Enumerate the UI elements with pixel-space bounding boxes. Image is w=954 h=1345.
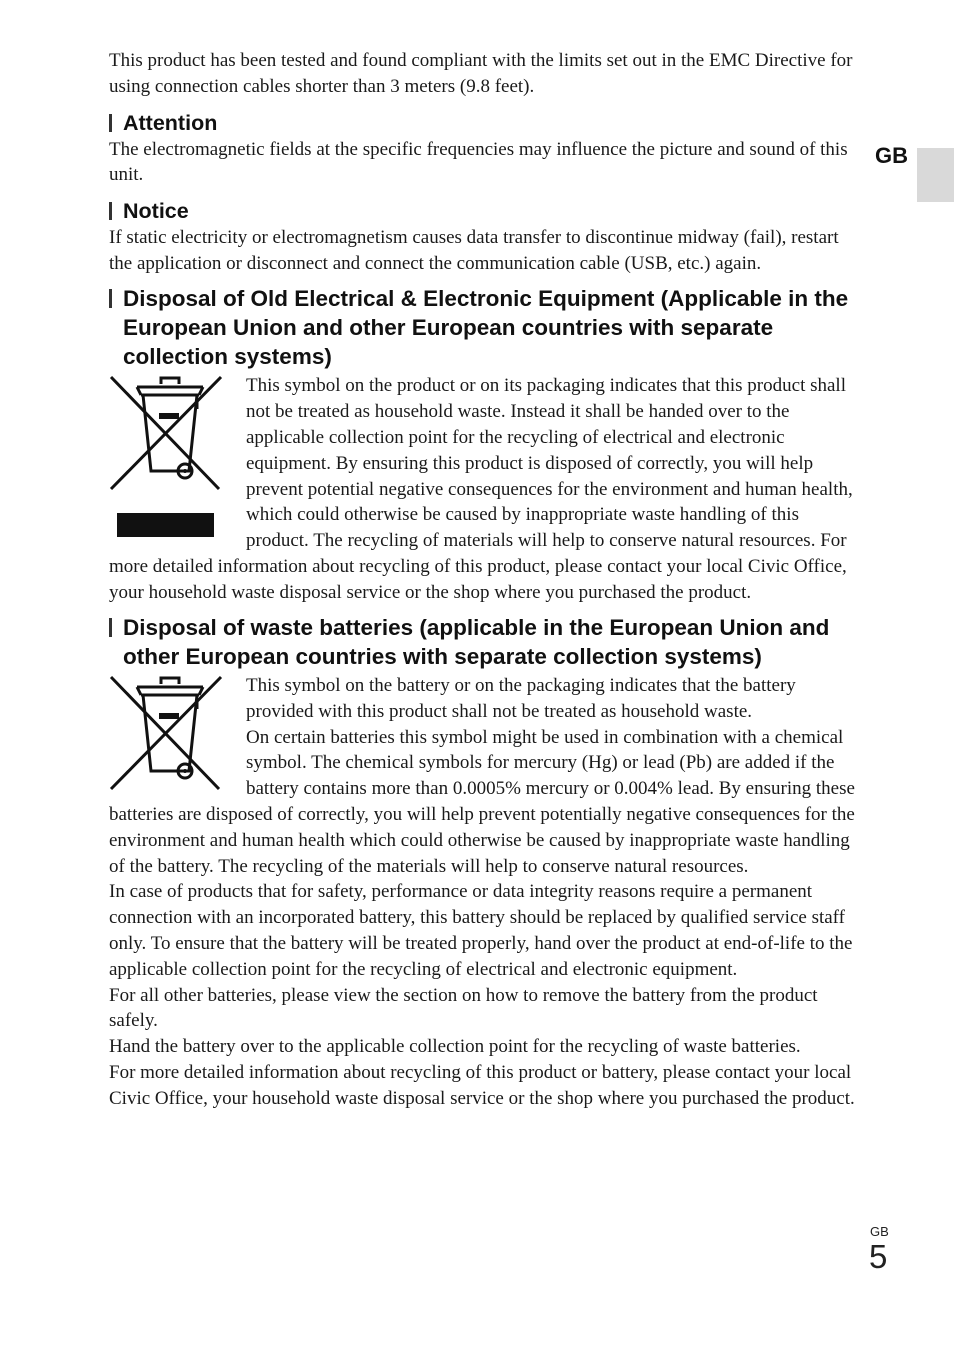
crossed-out-wheeled-bin-icon [109,673,225,793]
emc-paragraph: This product has been tested and found compliant with the limits set out in the EMC Directive for using connection cables shorter than 3 meters (9.8 feet). [109,50,853,97]
attention-paragraph: The electromagnetic fields at the specific frequencies may influence the picture and sound of this unit. [109,138,848,186]
batteries-paragraph-4: For all other batteries, please view the section on how to remove the battery from the product safely. [109,984,818,1032]
batteries-paragraph-3: In case of products that for safety, performance or data integrity reasons require a permanent connection with an incorporated battery, this battery should be replaced by qualified service staff only. To ensure that the battery will be treated properly, hand over the product at end-of-life to the applicable collection point for the recycling of electrical and electronic equipment. [109,881,853,980]
page-number: 5 [869,1238,888,1275]
weee-date-bar [117,513,214,537]
batteries-paragraph-5: Hand the battery over to the applicable collection point for the recycling of waste batteries. [109,1036,801,1058]
language-tab [917,148,954,202]
batteries-heading-text: Disposal of waste batteries (applicable in the European Union and other European countries with separate collection systems) [123,614,830,669]
battery-symbol [109,673,225,793]
batteries-paragraph-6: For more detailed information about recycling of this product or battery, please contact your local Civic Office, your household waste disposal service or the shop where you purchased the product. [109,1061,855,1109]
page-code: GB [870,1224,889,1239]
attention-heading-text: Attention [123,110,218,135]
batteries-paragraph-2: On certain batteries this symbol might be used in combination with a chemical symbol. The chemical symbols for mercury (Hg) or lead (Pb) are added if the battery contains more than 0.0005% mercury or 0.004% lead. By ensuring these batteries are disposed of correctly, you will help prevent potentially negative consequences for the environment and human health which could otherwise be caused by inappropriate waste handling of the battery. The recycling of the materials will help to conserve natural resources. [109,726,855,877]
batteries-paragraph-1: This symbol on the battery or on the packaging indicates that the battery provided with this product shall not be treated as household waste. [246,674,796,722]
notice-heading [109,197,864,225]
notice-paragraph: If static electricity or electromagnetism causes data transfer to discontinue midway (fail), restart the application or disconnect and connect the communication cable (USB, etc.) again. [109,227,839,274]
weee-heading [109,284,864,372]
weee-symbol [109,373,225,537]
weee-paragraph: This symbol on the product or on its packaging indicates that this product shall not be treated as household waste. Instead it shall be handed over to the applicable collection point for the recycling of electrical and electronic equipment. By ensuring this product is disposed of correctly, you will help prevent potential negative consequences for the environment and human health, which could otherwise be caused by inappropriate waste handling of this product. The recycling of materials will help to conserve natural resources. For more detailed information about recycling of this product, please contact your local Civic Office, your household waste disposal service or the shop where you purchased the product. [109,375,853,603]
document-body [109,48,864,1112]
batteries-heading [109,613,864,671]
notice-heading-text: Notice [123,199,189,224]
weee-heading-text: Disposal of Old Electrical & Electronic Equipment (Applicable in the European Union and other European countries with separate collection systems) [123,285,849,370]
language-tab-label: GB [875,143,908,168]
attention-heading [109,109,864,137]
crossed-out-wheeled-bin-icon [109,373,225,493]
